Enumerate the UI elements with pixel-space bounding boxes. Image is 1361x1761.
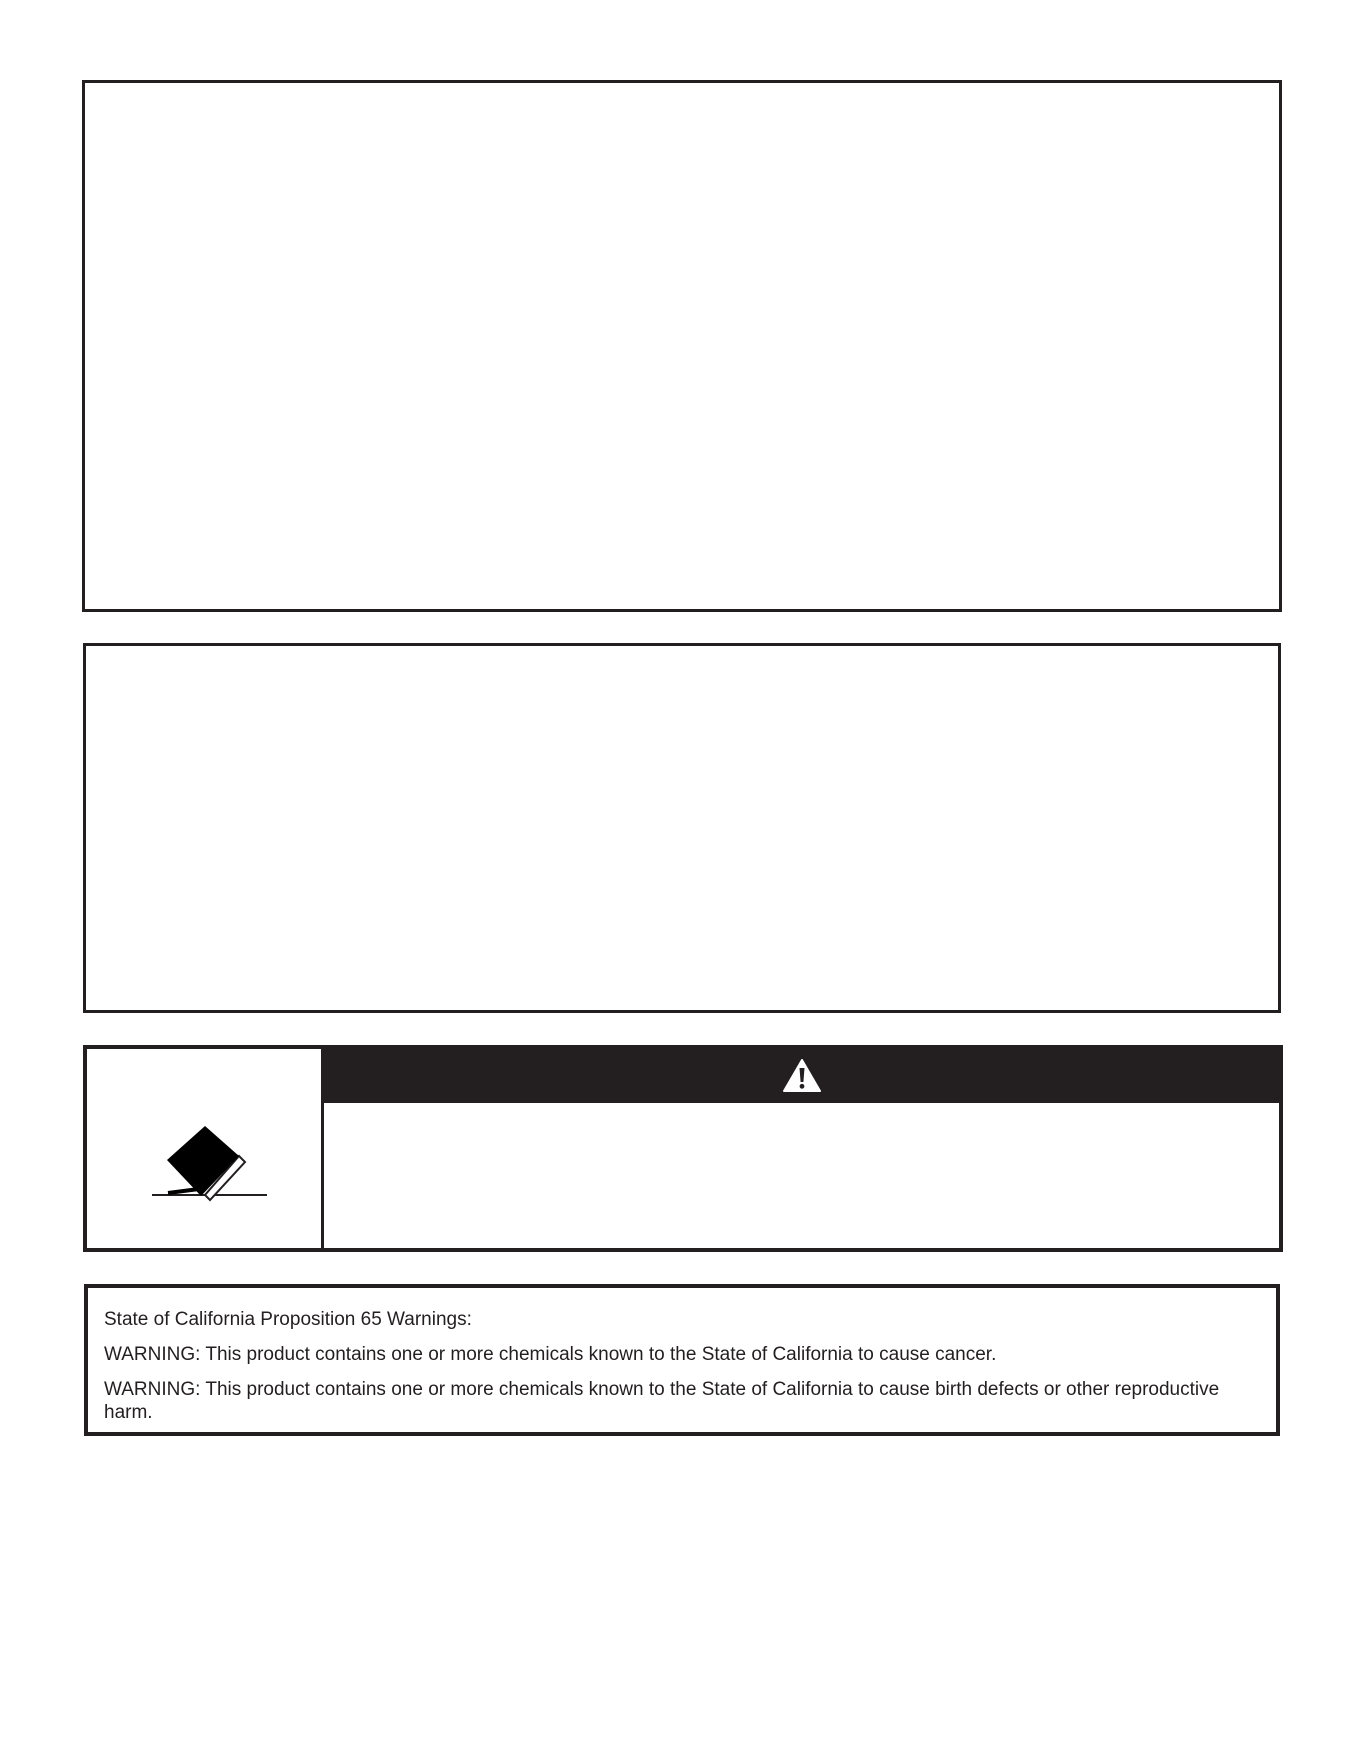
prop65-cancer-warning: WARNING: This product contains one or more chemicals known to the State of California to cause cancer. [104,1344,997,1365]
warning-header-band [324,1049,1279,1103]
prop65-birth-defects-warning: WARNING: This product contains one or more chemicals known to the State of California to cause birth defects or other reproductive harm. [104,1379,1220,1423]
prop65-heading: State of California Proposition 65 Warnings: [104,1309,472,1330]
warning-pictogram-panel [87,1049,324,1248]
tip-over-warning-box [83,1045,1283,1252]
safety-alert-triangle-icon [783,1059,821,1093]
blank-panel-top [82,80,1282,612]
prop65-warning-box [84,1284,1280,1436]
blank-panel-middle [83,643,1281,1013]
tip-over-hazard-icon [147,1104,267,1204]
warning-body [324,1103,1279,1248]
